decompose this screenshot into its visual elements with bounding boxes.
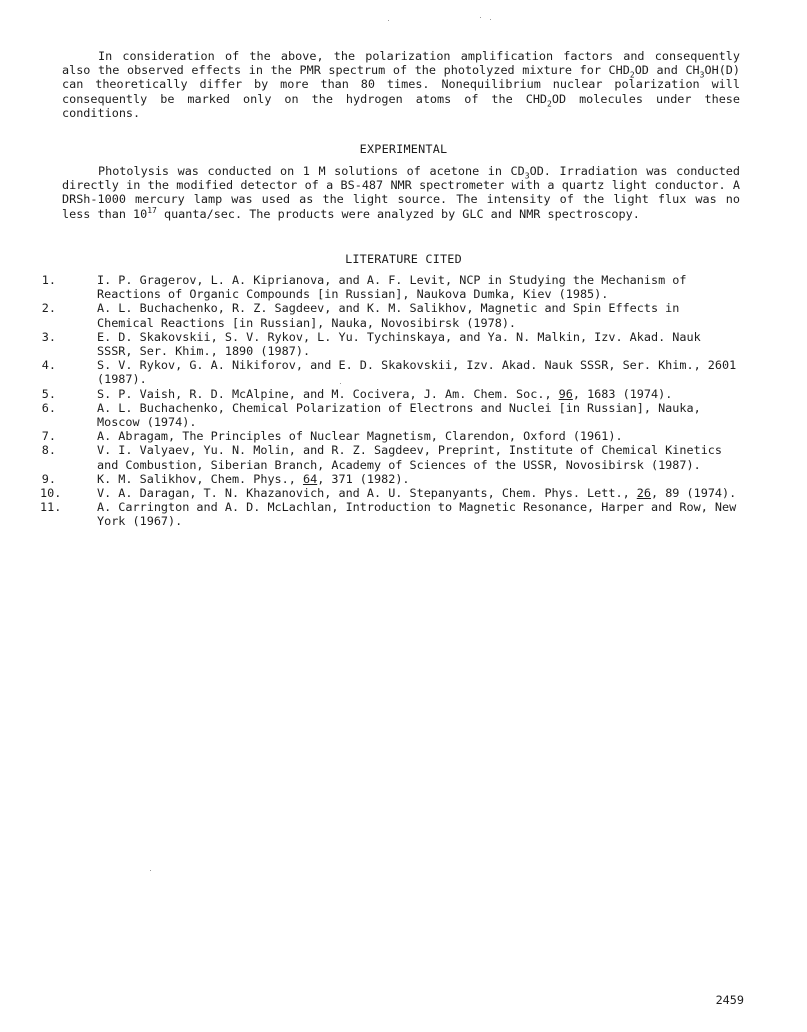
reference-item: 6. A. L. Buchachenko, Chemical Polarization of Electrons and Nuclei [in Russian], Nauka, Moscow (1974). bbox=[41, 400, 701, 430]
literature-heading: LITERATURE CITED bbox=[345, 252, 462, 266]
reference-item: 7. A. Abragam, The Principles of Nuclear Magnetism, Clarendon, Oxford (1961). bbox=[41, 429, 623, 444]
scan-speck bbox=[480, 17, 481, 18]
reference-list bbox=[40, 273, 740, 529]
reference-item: 1. I. P. Gragerov, L. A. Kiprianova, and A. F. Levit, NCP in Studying the Mechanism of Reactions of Organic Compounds [in Russian], Naukova Dumka, Kiev (1985). bbox=[41, 273, 687, 302]
page-number: 2459 bbox=[715, 993, 744, 1007]
scan-speck bbox=[150, 870, 151, 871]
reference-item: 11. A. Carrington and A. D. McLachlan, Introduction to Magnetic Resonance, Harper and Row, New York (1967). bbox=[40, 500, 737, 529]
reference-item: 4. S. V. Rykov, G. A. Nikiforov, and E. D. Skakovskii, Izv. Akad. Nauk SSSR, Ser. Khim., 2601 (1987). bbox=[41, 358, 737, 387]
reference-item: 9. K. M. Salikhov, Chem. Phys., 64, 371 (1982). bbox=[41, 471, 410, 486]
scan-speck bbox=[388, 20, 389, 21]
reference-item: 3. E. D. Skakovskii, S. V. Rykov, L. Yu. Tychinskaya, and Ya. N. Malkin, Izv. Akad. Nauk SSSR, Ser. Khim., 1890 (1987). bbox=[41, 329, 701, 359]
experimental-heading: EXPERIMENTAL bbox=[359, 142, 448, 156]
reference-item: 5. S. P. Vaish, R. D. McAlpine, and M. Cocivera, J. Am. Chem. Soc., 96, 1683 (1974). bbox=[41, 386, 673, 401]
scan-speck bbox=[490, 19, 491, 20]
reference-item: 2. A. L. Buchachenko, R. Z. Sagdeev, and K. M. Salikhov, Magnetic and Spin Effects in Chemical Reactions [in Russian], Nauka, Novosibirsk (1978). bbox=[41, 301, 680, 330]
reference-item: 10. V. A. Daragan, T. N. Khazanovich, and A. U. Stepanyants, Chem. Phys. Lett., 26, 89 (1974). bbox=[40, 486, 737, 501]
reference-item: 8. V. I. Valyaev, Yu. N. Molin, and R. Z. Sagdeev, Preprint, Institute of Chemical Kinetics and Combustion, Siberian Branch, Academy of Sciences of the USSR, Novosibirsk (1987). bbox=[41, 443, 723, 472]
experimental-paragraph: Photolysis was conducted on 1 M solutions of acetone in $CD_3OD$. Irradiation was conducted directly in the modified detector of a BS-487 NMR spectrometer with a quartz light conductor. A DRSh-1000 mercury lamp was used as the light source. The intensity of the light flux was no less than $10^{17}$ quanta/sec. The products were analyzed by GLC and NMR spectroscopy. bbox=[62, 164, 741, 221]
scan-speck bbox=[340, 383, 341, 384]
intro-paragraph: In consideration of the above, the polarization amplification factors and consequently also the observed effects in the PMR spectrum of the photolyzed mixture for $CHD_2OD$ and $CH_3OH(D)$ can theoretically differ by more than 80 times. Nonequilibrium nuclear polarization will consequently be marked only on the hydrogen atoms of the $CHD_2OD$ molecules under these conditions. bbox=[62, 49, 740, 120]
